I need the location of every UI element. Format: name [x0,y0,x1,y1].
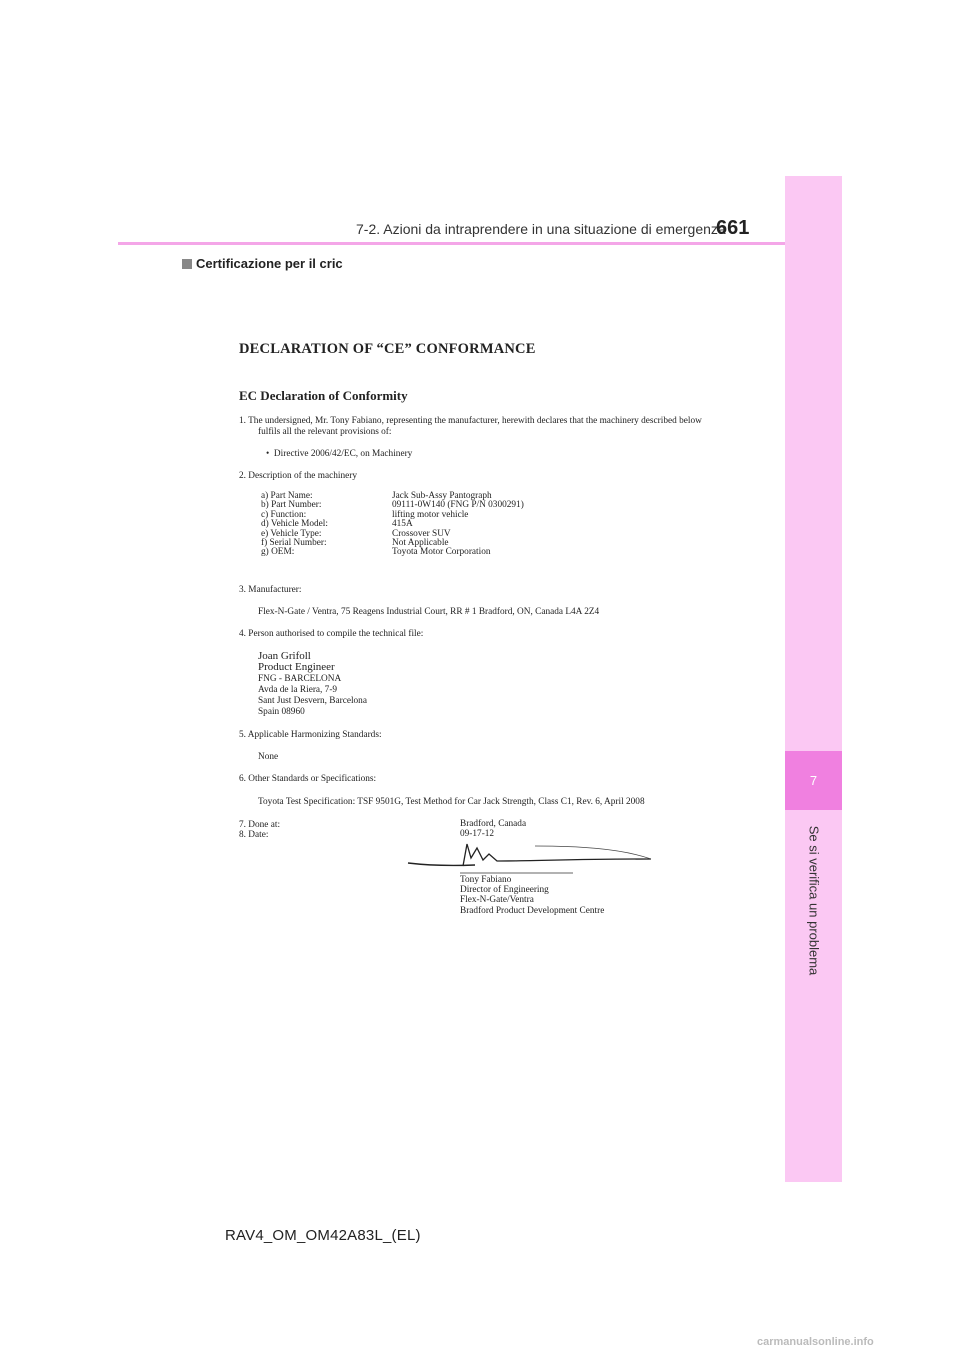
header-divider [118,242,842,245]
section-title: Certificazione per il cric [196,256,343,271]
person-role: Product Engineer [258,661,335,673]
person-name: Joan Grifoll [258,650,311,662]
bullet-icon: • [266,449,270,459]
item-8-label: 8. Date: [239,830,269,840]
directive-text: Directive 2006/42/EC, on Machinery [273,449,413,459]
signer-title: Director of Engineering [460,885,549,895]
item-1-line-1: 1. The undersigned, Mr. Tony Fabiano, representing the manufacturer, herewith declares that the machinery described below [239,416,702,426]
signer-company: Flex-N-Gate/Ventra [460,895,534,905]
chapter-side-tab [785,176,842,1182]
item-5: 5. Applicable Harmonizing Standards: [239,730,382,740]
directive-item [266,449,412,460]
watermark: carmanualsonline.info [757,1336,874,1348]
person-address-2: Sant Just Desvern, Barcelona [258,696,367,706]
item-7-value: Bradford, Canada [460,819,527,829]
chapter-side-label [785,810,842,990]
handwritten-signature [405,838,657,876]
page-number: 661 [716,217,750,239]
signer-name: Tony Fabiano [460,875,512,885]
item-4: 4. Person authorised to compile the technical file: [239,629,424,639]
spec-row: e) Vehicle Type: Crossover SUV [261,528,451,539]
item-3: 3. Manufacturer: [239,585,302,595]
signer-department: Bradford Product Development Centre [460,906,605,916]
item-1-line-2: fulfils all the relevant provisions of: [258,427,392,437]
item-8-value: 09-17-12 [460,829,495,839]
harmonizing-standards: None [258,752,279,762]
chapter-side-label-text: Se si verifica un problema [806,825,822,975]
chapter-number-badge: 7 [785,751,842,810]
chapter-title: 7-2. Azioni da intraprendere in una situazione di emergenza [356,221,726,237]
manual-code: RAV4_OM_OM42A83L_(EL) [225,1227,421,1244]
item-6: 6. Other Standards or Specifications: [239,774,377,784]
spec-row: d) Vehicle Model: 415A [261,519,413,530]
declaration-subtitle: EC Declaration of Conformity [239,388,408,403]
spec-row: b) Part Number: 09111-0W140 (FNG P/N 0300291) [261,500,524,511]
spec-row: c) Function: lifting motor vehicle [261,509,469,520]
machinery-spec-table [261,492,524,558]
person-company: FNG - BARCELONA [258,674,342,684]
spec-row: g) OEM: Toyota Motor Corporation [261,547,491,558]
spec-row: f) Serial Number: Not Applicable [261,537,449,548]
spec-row: a) Part Name: Jack Sub-Assy Pantograph [261,491,492,501]
square-bullet-icon [182,259,192,269]
person-address-1: Avda de la Riera, 7-9 [258,685,338,695]
other-standards: Toyota Test Specification: TSF 9501G, Test Method for Car Jack Strength, Class C1, Rev. 6, April 2008 [258,797,645,807]
item-7-label: 7. Done at: [239,820,281,830]
person-address-3: Spain 08960 [258,707,305,717]
item-2: 2. Description of the machinery [239,471,357,481]
manufacturer-address: Flex-N-Gate / Ventra, 75 Reagens Industrial Court, RR # 1 Bradford, ON, Canada L4A 2Z4 [258,607,600,617]
declaration-title: DECLARATION OF “CE” CONFORMANCE [239,341,536,357]
section-heading [182,256,343,271]
